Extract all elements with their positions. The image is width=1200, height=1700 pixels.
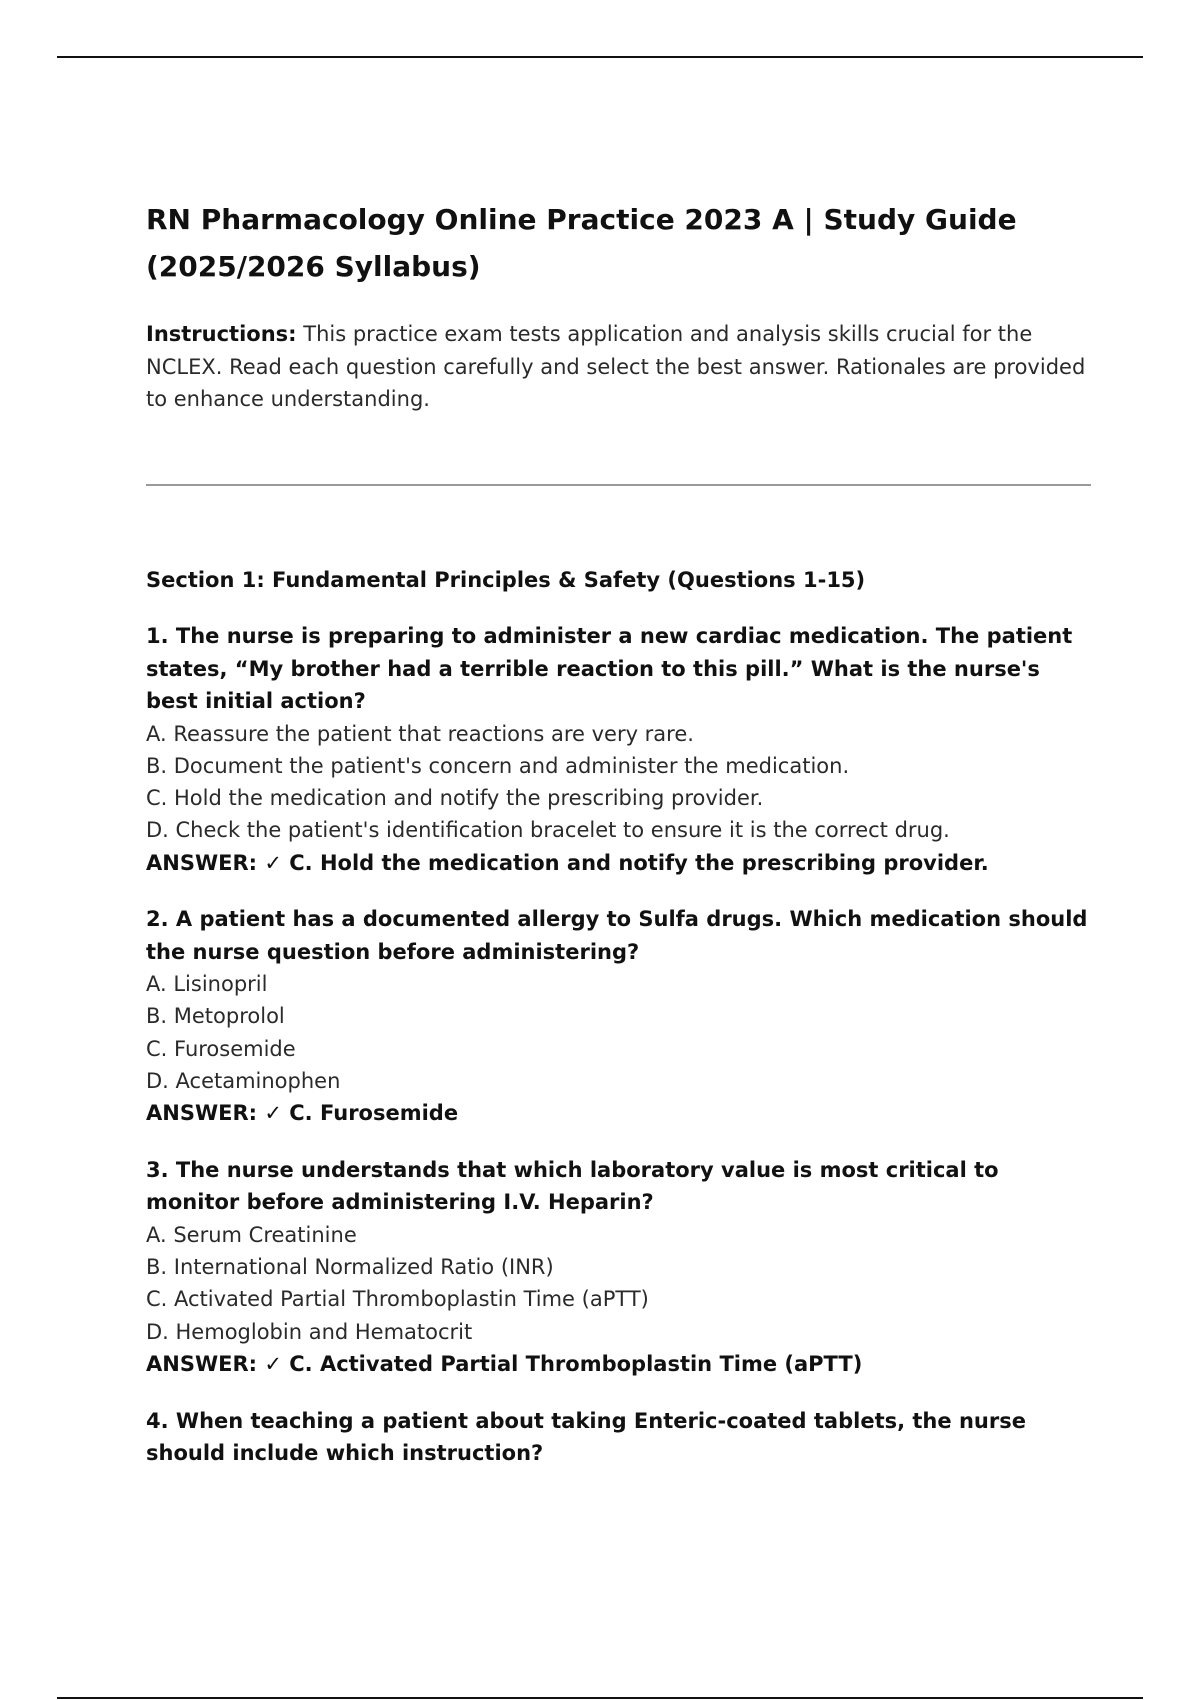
option-b: B. Metoprolol <box>146 1004 285 1029</box>
option-c: C. Activated Partial Thromboplastin Time (aPTT) <box>146 1287 649 1312</box>
option-d: D. Check the patient's identification bracelet to ensure it is the correct drug. <box>146 818 950 843</box>
document-body <box>146 196 1096 1470</box>
top-rule <box>57 56 1143 58</box>
answer: ANSWER: ✓ C. Furosemide <box>146 1101 459 1126</box>
question-text: 2. A patient has a documented allergy to Sulfa drugs. Which medication should the nurse question before administering? <box>146 907 1088 964</box>
instructions-label: Instructions: <box>146 322 297 346</box>
option-c: C. Furosemide <box>146 1036 296 1061</box>
section-heading: Section 1: Fundamental Principles & Safety (Questions 1-15) <box>146 567 866 592</box>
option-a: A. Lisinopril <box>146 972 268 997</box>
instructions <box>146 318 1096 416</box>
question-2 <box>146 903 1096 1130</box>
bottom-rule <box>57 1697 1143 1699</box>
question-text: 1. The nurse is preparing to administer a new cardiac medication. The patient states, “My brother had a terrible reaction to this pill.” What is the nurse's best initial action? <box>146 624 1073 713</box>
section-divider <box>146 484 1091 486</box>
question-4 <box>146 1405 1096 1470</box>
question-1 <box>146 620 1096 879</box>
question-text: 3. The nurse understands that which laboratory value is most critical to monitor before administering I.V. Heparin? <box>146 1157 999 1215</box>
page-title <box>146 196 1096 290</box>
option-d: D. Hemoglobin and Hematocrit <box>146 1319 473 1344</box>
answer: ANSWER: ✓ C. Hold the medication and notify the prescribing provider. <box>146 850 989 875</box>
title-line-1: RN Pharmacology Online Practice 2023 A | Study Guide <box>146 203 1017 236</box>
option-b: B. Document the patient's concern and administer the medication. <box>146 753 850 778</box>
question-3 <box>146 1154 1096 1381</box>
option-d: D. Acetaminophen <box>146 1069 341 1094</box>
option-b: B. International Normalized Ratio (INR) <box>146 1255 554 1280</box>
question-text: 4. When teaching a patient about taking Enteric-coated tablets, the nurse should include which instruction? <box>146 1408 1026 1466</box>
option-a: A. Serum Creatinine <box>146 1222 357 1247</box>
instructions-text: This practice exam tests application and analysis skills crucial for the NCLEX. Read each question carefully and select the best answer. Rationales are provided to enhance understanding. <box>146 322 1086 411</box>
answer: ANSWER: ✓ C. Activated Partial Thromboplastin Time (aPTT) <box>146 1352 863 1377</box>
option-a: A. Reassure the patient that reactions are very rare. <box>146 721 694 746</box>
option-c: C. Hold the medication and notify the prescribing provider. <box>146 786 764 811</box>
title-line-2: (2025/2026 Syllabus) <box>146 250 481 283</box>
